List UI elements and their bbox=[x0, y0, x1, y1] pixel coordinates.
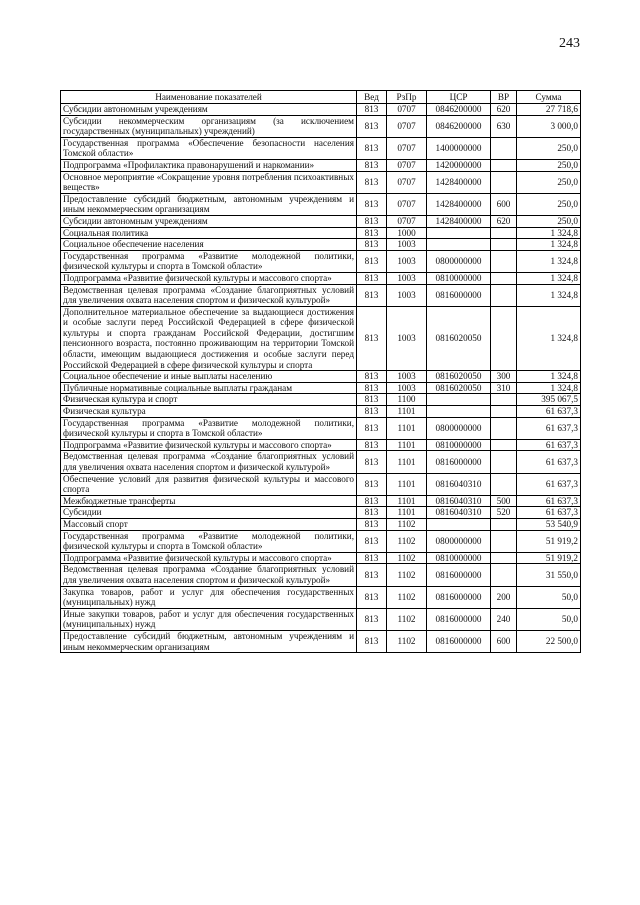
cell-name: Массовый спорт bbox=[61, 518, 357, 530]
cell-ved: 813 bbox=[357, 518, 387, 530]
cell-sum: 250,0 bbox=[517, 137, 581, 159]
cell-rzpr: 1003 bbox=[387, 272, 427, 284]
cell-vr bbox=[491, 530, 517, 552]
table-row bbox=[61, 552, 581, 564]
cell-rzpr: 1102 bbox=[387, 586, 427, 608]
cell-rzpr: 1101 bbox=[387, 495, 427, 507]
cell-csr: 1428400000 bbox=[427, 171, 491, 193]
cell-name: Социальное обеспечение и иные выплаты населению bbox=[61, 371, 357, 383]
cell-csr: 0816020050 bbox=[427, 306, 491, 371]
cell-vr bbox=[491, 406, 517, 418]
table-row bbox=[61, 371, 581, 383]
cell-name: Основное мероприятие «Сокращение уровня потребления психоактивных веществ» bbox=[61, 171, 357, 193]
table-row bbox=[61, 306, 581, 371]
table-row bbox=[61, 507, 581, 519]
table-row bbox=[61, 630, 581, 652]
cell-vr: 240 bbox=[491, 608, 517, 630]
cell-ved: 813 bbox=[357, 137, 387, 159]
cell-name: Государственная программа «Развитие молодежной политики, физической культуры и спорта в Томской области» bbox=[61, 530, 357, 552]
cell-sum: 53 540,9 bbox=[517, 518, 581, 530]
cell-vr bbox=[491, 227, 517, 239]
cell-vr bbox=[491, 137, 517, 159]
table-row bbox=[61, 159, 581, 171]
cell-rzpr: 1003 bbox=[387, 250, 427, 272]
cell-vr bbox=[491, 552, 517, 564]
cell-name: Субсидии автономным учреждениям bbox=[61, 104, 357, 116]
cell-name: Ведомственная целевая программа «Создание благоприятных условий для увеличения охвата населения спортом и физической культурой» bbox=[61, 564, 357, 586]
cell-rzpr: 0707 bbox=[387, 104, 427, 116]
cell-vr: 310 bbox=[491, 382, 517, 394]
cell-ved: 813 bbox=[357, 406, 387, 418]
table-row bbox=[61, 104, 581, 116]
header-sum: Сумма bbox=[517, 91, 581, 104]
cell-vr bbox=[491, 473, 517, 495]
cell-sum: 1 324,8 bbox=[517, 239, 581, 251]
cell-name: Физическая культура bbox=[61, 406, 357, 418]
cell-name: Подпрограмма «Профилактика правонарушений и наркомании» bbox=[61, 159, 357, 171]
cell-name: Подпрограмма «Развитие физической культуры и массового спорта» bbox=[61, 552, 357, 564]
cell-ved: 813 bbox=[357, 227, 387, 239]
cell-csr: 0816000000 bbox=[427, 630, 491, 652]
cell-ved: 813 bbox=[357, 250, 387, 272]
cell-csr bbox=[427, 518, 491, 530]
header-ved: Вед bbox=[357, 91, 387, 104]
cell-sum: 3 000,0 bbox=[517, 115, 581, 137]
cell-sum: 1 324,8 bbox=[517, 371, 581, 383]
cell-ved: 813 bbox=[357, 473, 387, 495]
table-row bbox=[61, 608, 581, 630]
cell-sum: 250,0 bbox=[517, 159, 581, 171]
cell-sum: 1 324,8 bbox=[517, 382, 581, 394]
cell-rzpr: 0707 bbox=[387, 215, 427, 227]
cell-csr bbox=[427, 227, 491, 239]
cell-csr: 0810000000 bbox=[427, 272, 491, 284]
cell-csr: 0800000000 bbox=[427, 530, 491, 552]
table-row bbox=[61, 406, 581, 418]
cell-rzpr: 0707 bbox=[387, 137, 427, 159]
cell-rzpr: 0707 bbox=[387, 193, 427, 215]
cell-vr bbox=[491, 451, 517, 473]
cell-name: Дополнительное материальное обеспечение за выдающиеся достижения и особые заслуги перед Российской Федерацией в сфере физической культуры и спорта гражданам Российской Федерации, достигшим пенсионного возраста, постоянно проживающим на территории Томской области, имеющим выдающиеся достижения и особые заслуги перед Российской Федерацией в сфере физической культуры и спорта bbox=[61, 306, 357, 371]
cell-ved: 813 bbox=[357, 306, 387, 371]
cell-csr bbox=[427, 406, 491, 418]
cell-vr bbox=[491, 159, 517, 171]
cell-ved: 813 bbox=[357, 552, 387, 564]
cell-csr: 0810000000 bbox=[427, 552, 491, 564]
cell-rzpr: 1003 bbox=[387, 284, 427, 306]
cell-vr: 200 bbox=[491, 586, 517, 608]
cell-csr: 0816000000 bbox=[427, 564, 491, 586]
cell-name: Иные закупки товаров, работ и услуг для обеспечения государственных (муниципальных) нужд bbox=[61, 608, 357, 630]
cell-name: Подпрограмма «Развитие физической культуры и массового спорта» bbox=[61, 439, 357, 451]
table-row bbox=[61, 451, 581, 473]
cell-ved: 813 bbox=[357, 382, 387, 394]
cell-csr: 0800000000 bbox=[427, 417, 491, 439]
cell-ved: 813 bbox=[357, 159, 387, 171]
cell-vr: 620 bbox=[491, 215, 517, 227]
cell-vr bbox=[491, 284, 517, 306]
table-row bbox=[61, 137, 581, 159]
table-row bbox=[61, 382, 581, 394]
cell-sum: 61 637,3 bbox=[517, 406, 581, 418]
cell-rzpr: 1101 bbox=[387, 439, 427, 451]
cell-name: Государственная программа «Развитие молодежной политики, физической культуры и спорта в Томской области» bbox=[61, 250, 357, 272]
cell-sum: 1 324,8 bbox=[517, 250, 581, 272]
table-row bbox=[61, 586, 581, 608]
cell-ved: 813 bbox=[357, 564, 387, 586]
cell-csr: 0816020050 bbox=[427, 371, 491, 383]
cell-rzpr: 1102 bbox=[387, 530, 427, 552]
cell-name: Подпрограмма «Развитие физической культуры и массового спорта» bbox=[61, 272, 357, 284]
cell-ved: 813 bbox=[357, 630, 387, 652]
cell-rzpr: 1102 bbox=[387, 552, 427, 564]
cell-sum: 27 718,6 bbox=[517, 104, 581, 116]
cell-sum: 1 324,8 bbox=[517, 227, 581, 239]
cell-vr bbox=[491, 394, 517, 406]
cell-name: Предоставление субсидий бюджетным, автономным учреждениям и иным некоммерческим организациям bbox=[61, 630, 357, 652]
cell-vr bbox=[491, 306, 517, 371]
cell-rzpr: 1100 bbox=[387, 394, 427, 406]
table-row bbox=[61, 473, 581, 495]
cell-ved: 813 bbox=[357, 439, 387, 451]
cell-vr bbox=[491, 564, 517, 586]
cell-vr: 620 bbox=[491, 104, 517, 116]
table-row bbox=[61, 564, 581, 586]
cell-csr bbox=[427, 239, 491, 251]
cell-ved: 813 bbox=[357, 371, 387, 383]
table-header bbox=[61, 91, 581, 104]
cell-name: Государственная программа «Обеспечение безопасности населения Томской области» bbox=[61, 137, 357, 159]
cell-rzpr: 0707 bbox=[387, 159, 427, 171]
cell-csr: 0810000000 bbox=[427, 439, 491, 451]
cell-rzpr: 1102 bbox=[387, 518, 427, 530]
cell-ved: 813 bbox=[357, 451, 387, 473]
header-vr: ВР bbox=[491, 91, 517, 104]
cell-rzpr: 1101 bbox=[387, 417, 427, 439]
cell-vr: 600 bbox=[491, 630, 517, 652]
cell-ved: 813 bbox=[357, 239, 387, 251]
cell-rzpr: 1101 bbox=[387, 451, 427, 473]
cell-sum: 61 637,3 bbox=[517, 439, 581, 451]
cell-rzpr: 1000 bbox=[387, 227, 427, 239]
cell-csr: 0846200000 bbox=[427, 115, 491, 137]
cell-ved: 813 bbox=[357, 530, 387, 552]
cell-name: Ведомственная целевая программа «Создание благоприятных условий для увеличения охвата населения спортом и физической культурой» bbox=[61, 451, 357, 473]
cell-rzpr: 1003 bbox=[387, 239, 427, 251]
cell-name: Субсидии bbox=[61, 507, 357, 519]
cell-name: Субсидии автономным учреждениям bbox=[61, 215, 357, 227]
table-row bbox=[61, 272, 581, 284]
cell-vr: 600 bbox=[491, 193, 517, 215]
page-number: 243 bbox=[559, 36, 580, 51]
cell-rzpr: 1101 bbox=[387, 473, 427, 495]
cell-name: Закупка товаров, работ и услуг для обеспечения государственных (муниципальных) нужд bbox=[61, 586, 357, 608]
cell-sum: 61 637,3 bbox=[517, 495, 581, 507]
table-row bbox=[61, 530, 581, 552]
cell-sum: 51 919,2 bbox=[517, 530, 581, 552]
cell-ved: 813 bbox=[357, 417, 387, 439]
cell-vr bbox=[491, 439, 517, 451]
cell-sum: 50,0 bbox=[517, 608, 581, 630]
table-row bbox=[61, 115, 581, 137]
cell-sum: 61 637,3 bbox=[517, 451, 581, 473]
cell-ved: 813 bbox=[357, 507, 387, 519]
cell-csr: 0816040310 bbox=[427, 507, 491, 519]
cell-csr: 0816020050 bbox=[427, 382, 491, 394]
cell-vr bbox=[491, 272, 517, 284]
cell-ved: 813 bbox=[357, 394, 387, 406]
cell-vr bbox=[491, 250, 517, 272]
cell-csr: 1428400000 bbox=[427, 215, 491, 227]
table-row bbox=[61, 227, 581, 239]
cell-sum: 395 067,5 bbox=[517, 394, 581, 406]
cell-rzpr: 1101 bbox=[387, 507, 427, 519]
cell-name: Публичные нормативные социальные выплаты гражданам bbox=[61, 382, 357, 394]
cell-csr: 0816040310 bbox=[427, 473, 491, 495]
cell-sum: 22 500,0 bbox=[517, 630, 581, 652]
cell-csr: 0816000000 bbox=[427, 608, 491, 630]
table-row bbox=[61, 193, 581, 215]
cell-ved: 813 bbox=[357, 608, 387, 630]
table-row bbox=[61, 284, 581, 306]
table-row bbox=[61, 239, 581, 251]
cell-rzpr: 1003 bbox=[387, 371, 427, 383]
cell-sum: 31 550,0 bbox=[517, 564, 581, 586]
cell-csr bbox=[427, 394, 491, 406]
cell-csr: 0816000000 bbox=[427, 586, 491, 608]
cell-csr: 1420000000 bbox=[427, 159, 491, 171]
cell-csr: 0816000000 bbox=[427, 451, 491, 473]
cell-ved: 813 bbox=[357, 586, 387, 608]
cell-rzpr: 1003 bbox=[387, 306, 427, 371]
cell-rzpr: 1003 bbox=[387, 382, 427, 394]
cell-name: Предоставление субсидий бюджетным, автономным учреждениям и иным некоммерческим организациям bbox=[61, 193, 357, 215]
table-row bbox=[61, 394, 581, 406]
cell-sum: 51 919,2 bbox=[517, 552, 581, 564]
cell-sum: 250,0 bbox=[517, 215, 581, 227]
table-row bbox=[61, 439, 581, 451]
table-row bbox=[61, 171, 581, 193]
cell-csr: 1400000000 bbox=[427, 137, 491, 159]
cell-csr: 0846200000 bbox=[427, 104, 491, 116]
cell-csr: 1428400000 bbox=[427, 193, 491, 215]
cell-rzpr: 1102 bbox=[387, 564, 427, 586]
cell-vr bbox=[491, 239, 517, 251]
cell-ved: 813 bbox=[357, 215, 387, 227]
cell-csr: 0800000000 bbox=[427, 250, 491, 272]
cell-sum: 61 637,3 bbox=[517, 417, 581, 439]
cell-ved: 813 bbox=[357, 171, 387, 193]
header-name: Наименование показателей bbox=[61, 91, 357, 104]
table-row bbox=[61, 518, 581, 530]
cell-sum: 250,0 bbox=[517, 171, 581, 193]
cell-sum: 1 324,8 bbox=[517, 306, 581, 371]
cell-name: Физическая культура и спорт bbox=[61, 394, 357, 406]
cell-vr bbox=[491, 518, 517, 530]
cell-sum: 61 637,3 bbox=[517, 473, 581, 495]
header-csr: ЦСР bbox=[427, 91, 491, 104]
table-body bbox=[61, 104, 581, 653]
cell-vr: 300 bbox=[491, 371, 517, 383]
cell-name: Обеспечение условий для развития физической культуры и массового спорта bbox=[61, 473, 357, 495]
table-row bbox=[61, 417, 581, 439]
cell-rzpr: 0707 bbox=[387, 171, 427, 193]
cell-ved: 813 bbox=[357, 104, 387, 116]
budget-table bbox=[60, 90, 581, 653]
cell-rzpr: 1101 bbox=[387, 406, 427, 418]
cell-ved: 813 bbox=[357, 272, 387, 284]
cell-rzpr: 0707 bbox=[387, 115, 427, 137]
cell-rzpr: 1102 bbox=[387, 630, 427, 652]
cell-sum: 1 324,8 bbox=[517, 284, 581, 306]
cell-name: Ведомственная целевая программа «Создание благоприятных условий для увеличения охвата населения спортом и физической культурой» bbox=[61, 284, 357, 306]
table-row bbox=[61, 495, 581, 507]
cell-csr: 0816000000 bbox=[427, 284, 491, 306]
cell-name: Межбюджетные трансферты bbox=[61, 495, 357, 507]
cell-csr: 0816040310 bbox=[427, 495, 491, 507]
cell-sum: 61 637,3 bbox=[517, 507, 581, 519]
cell-vr bbox=[491, 171, 517, 193]
header-row bbox=[61, 91, 581, 104]
cell-vr: 630 bbox=[491, 115, 517, 137]
cell-ved: 813 bbox=[357, 193, 387, 215]
cell-name: Субсидии некоммерческим организациям (за исключением государственных (муниципальных) учреждений) bbox=[61, 115, 357, 137]
table-row bbox=[61, 215, 581, 227]
cell-name: Социальная политика bbox=[61, 227, 357, 239]
cell-ved: 813 bbox=[357, 284, 387, 306]
cell-name: Социальное обеспечение населения bbox=[61, 239, 357, 251]
table-row bbox=[61, 250, 581, 272]
header-rzpr: РзПр bbox=[387, 91, 427, 104]
cell-vr: 500 bbox=[491, 495, 517, 507]
cell-vr bbox=[491, 417, 517, 439]
cell-ved: 813 bbox=[357, 115, 387, 137]
cell-sum: 250,0 bbox=[517, 193, 581, 215]
cell-name: Государственная программа «Развитие молодежной политики, физической культуры и спорта в Томской области» bbox=[61, 417, 357, 439]
cell-rzpr: 1102 bbox=[387, 608, 427, 630]
cell-ved: 813 bbox=[357, 495, 387, 507]
cell-sum: 50,0 bbox=[517, 586, 581, 608]
cell-sum: 1 324,8 bbox=[517, 272, 581, 284]
cell-vr: 520 bbox=[491, 507, 517, 519]
